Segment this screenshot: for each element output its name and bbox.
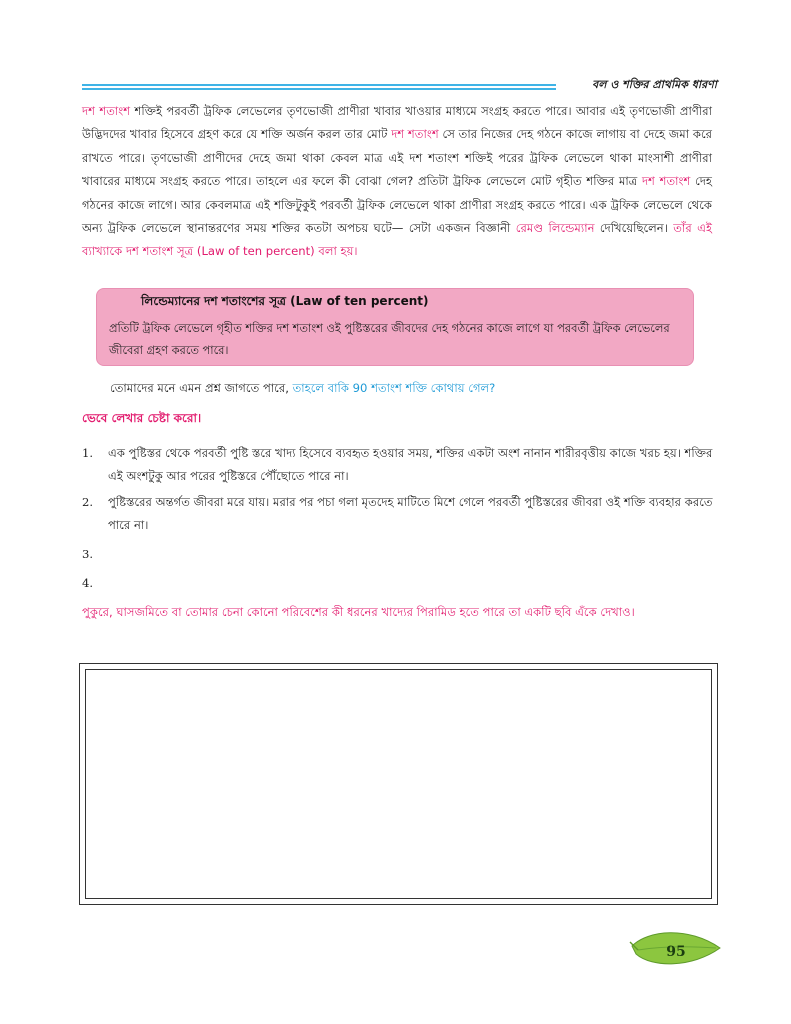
intro-text-1: শক্তিই পরবর্তী ট্রফিক লেভেলের তৃণভোজী প্রাণীরা খাবার খাওয়ার মাধ্যমে সংগ্রহ করতে পারে। আবার এই তৃণভোজী প্রাণীরা উদ্ভিদদের খাবার হিসেবে গ্রহণ করে যে শক্তি অর্জন করল তার মোট [82,104,712,142]
list-item-number: 1. [82,446,94,460]
list-item-text: পুষ্টিস্তরের অন্তর্গত জীবরা মরে যায়। মরার পর পচা গলা মৃতদেহ মাটিতে মিশে গেলে পরবর্তী পুষ্টিস্তরের জীবরা ওই শক্তি ব্যবহার করতে পারে না। [108,495,713,532]
chapter-title: বল ও শক্তির প্রাথমিক ধারণা [592,78,717,91]
page-number: 95 [666,944,686,960]
question-line [110,380,495,399]
drawing-area [79,663,718,905]
question-highlight: তাহলে বাকি 90 শতাংশ শক্তি কোথায় গেল? [292,381,496,395]
highlight-ten-percent: দশ শতাংশ [391,127,439,142]
question-lead: তোমাদের মনে এমন প্রশ্ন জাগতে পারে, [110,381,293,395]
page-number-leaf [628,924,724,972]
list-item-number: 3. [82,547,94,561]
list-item-number: 2. [82,495,94,509]
think-write-prompt: ভেবে লেখার চেষ্টা করো। [82,411,202,425]
highlight-ten-percent: দশ শতাংশ [641,174,691,189]
list-item-number: 4. [82,576,94,590]
law-box [96,288,694,366]
list-item-text: এক পুষ্টিস্তর থেকে পরবর্তী পুষ্টি স্তরে খাদ্য হিসেবে ব্যবহৃত হওয়ার সময়, শক্তির একটা অংশ নানান শারীরবৃত্তীয় কাজে খরচ হয়। শক্তির এই অংশটুকু আর পরের পুষ্টিস্তরে পৌঁছোতে পারে না। [108,446,713,483]
header-rule [82,84,556,91]
law-box-body: প্রতিটি ট্রফিক লেভেলে গৃহীত শক্তির দশ শতাংশ ওই পুষ্টিস্তরের জীবদের দেহ গঠনের কাজে লাগে যা পরবর্তী ট্রফিক লেভেলের জীবেরা গ্রহণ করতে পারে। [109,321,670,357]
highlight-law: তাঁর এই ব্যাখ্যাকে দশ শতাংশ সূত্র (Law of ten percent) বলা হয়। [82,221,712,259]
intro-paragraph [82,100,712,264]
highlight-ten-percent: দশ শতাংশ [82,104,131,118]
drawing-area-inner-border [85,669,712,899]
law-box-title: লিন্ডেম্যানের দশ শতাংশের সূত্র (Law of ten percent) [141,294,429,308]
highlight-scientist: রেমণ্ড লিন্ডেম্যান [515,221,595,236]
intro-text-3: দেহ গঠনের কাজে লাগে। আর কেবলমাত্র এই শক্তিটুকুই পরবর্তী ট্রফিক লেভেলে থাকা প্রাণীরা সংগ্রহ করতে পারে। এক ট্রফিক লেভেলে থেকে অন্য ট্রফিক লেভেলে স্থানান্তরণের সময় শক্তির কতটা অপচয় ঘটে— সেটা একজন বিজ্ঞানী [82,174,712,236]
intro-text-2: সে তার নিজের দেহ গঠনে কাজে লাগায় বা দেহে জমা করে রাখতে পারে। তৃণভোজী প্রাণীদের দেহে জমা থাকা কেবল মাত্র এই দশ শতাংশ শক্তিই পরের ট্রফিক লেভেলে থাকা মাংসাশী প্রাণীরা খাবারের মাধ্যমে সংগ্রহ করতে পারে। তাহলে এর ফলে কী বোঝা গেল? প্রতিটা ট্রফিক লেভেলে মোট গৃহীত শক্তির মাত্র [82,127,712,189]
intro-text-4: দেখিয়েছিলেন। [594,221,674,236]
drawing-task: পুকুরে, ঘাসজমিতে বা তোমার চেনা কোনো পরিবেশের কী ধরনের খাদ্যের পিরামিড হতে পারে তা একটি ছবি এঁকে দেখাও। [82,605,635,619]
